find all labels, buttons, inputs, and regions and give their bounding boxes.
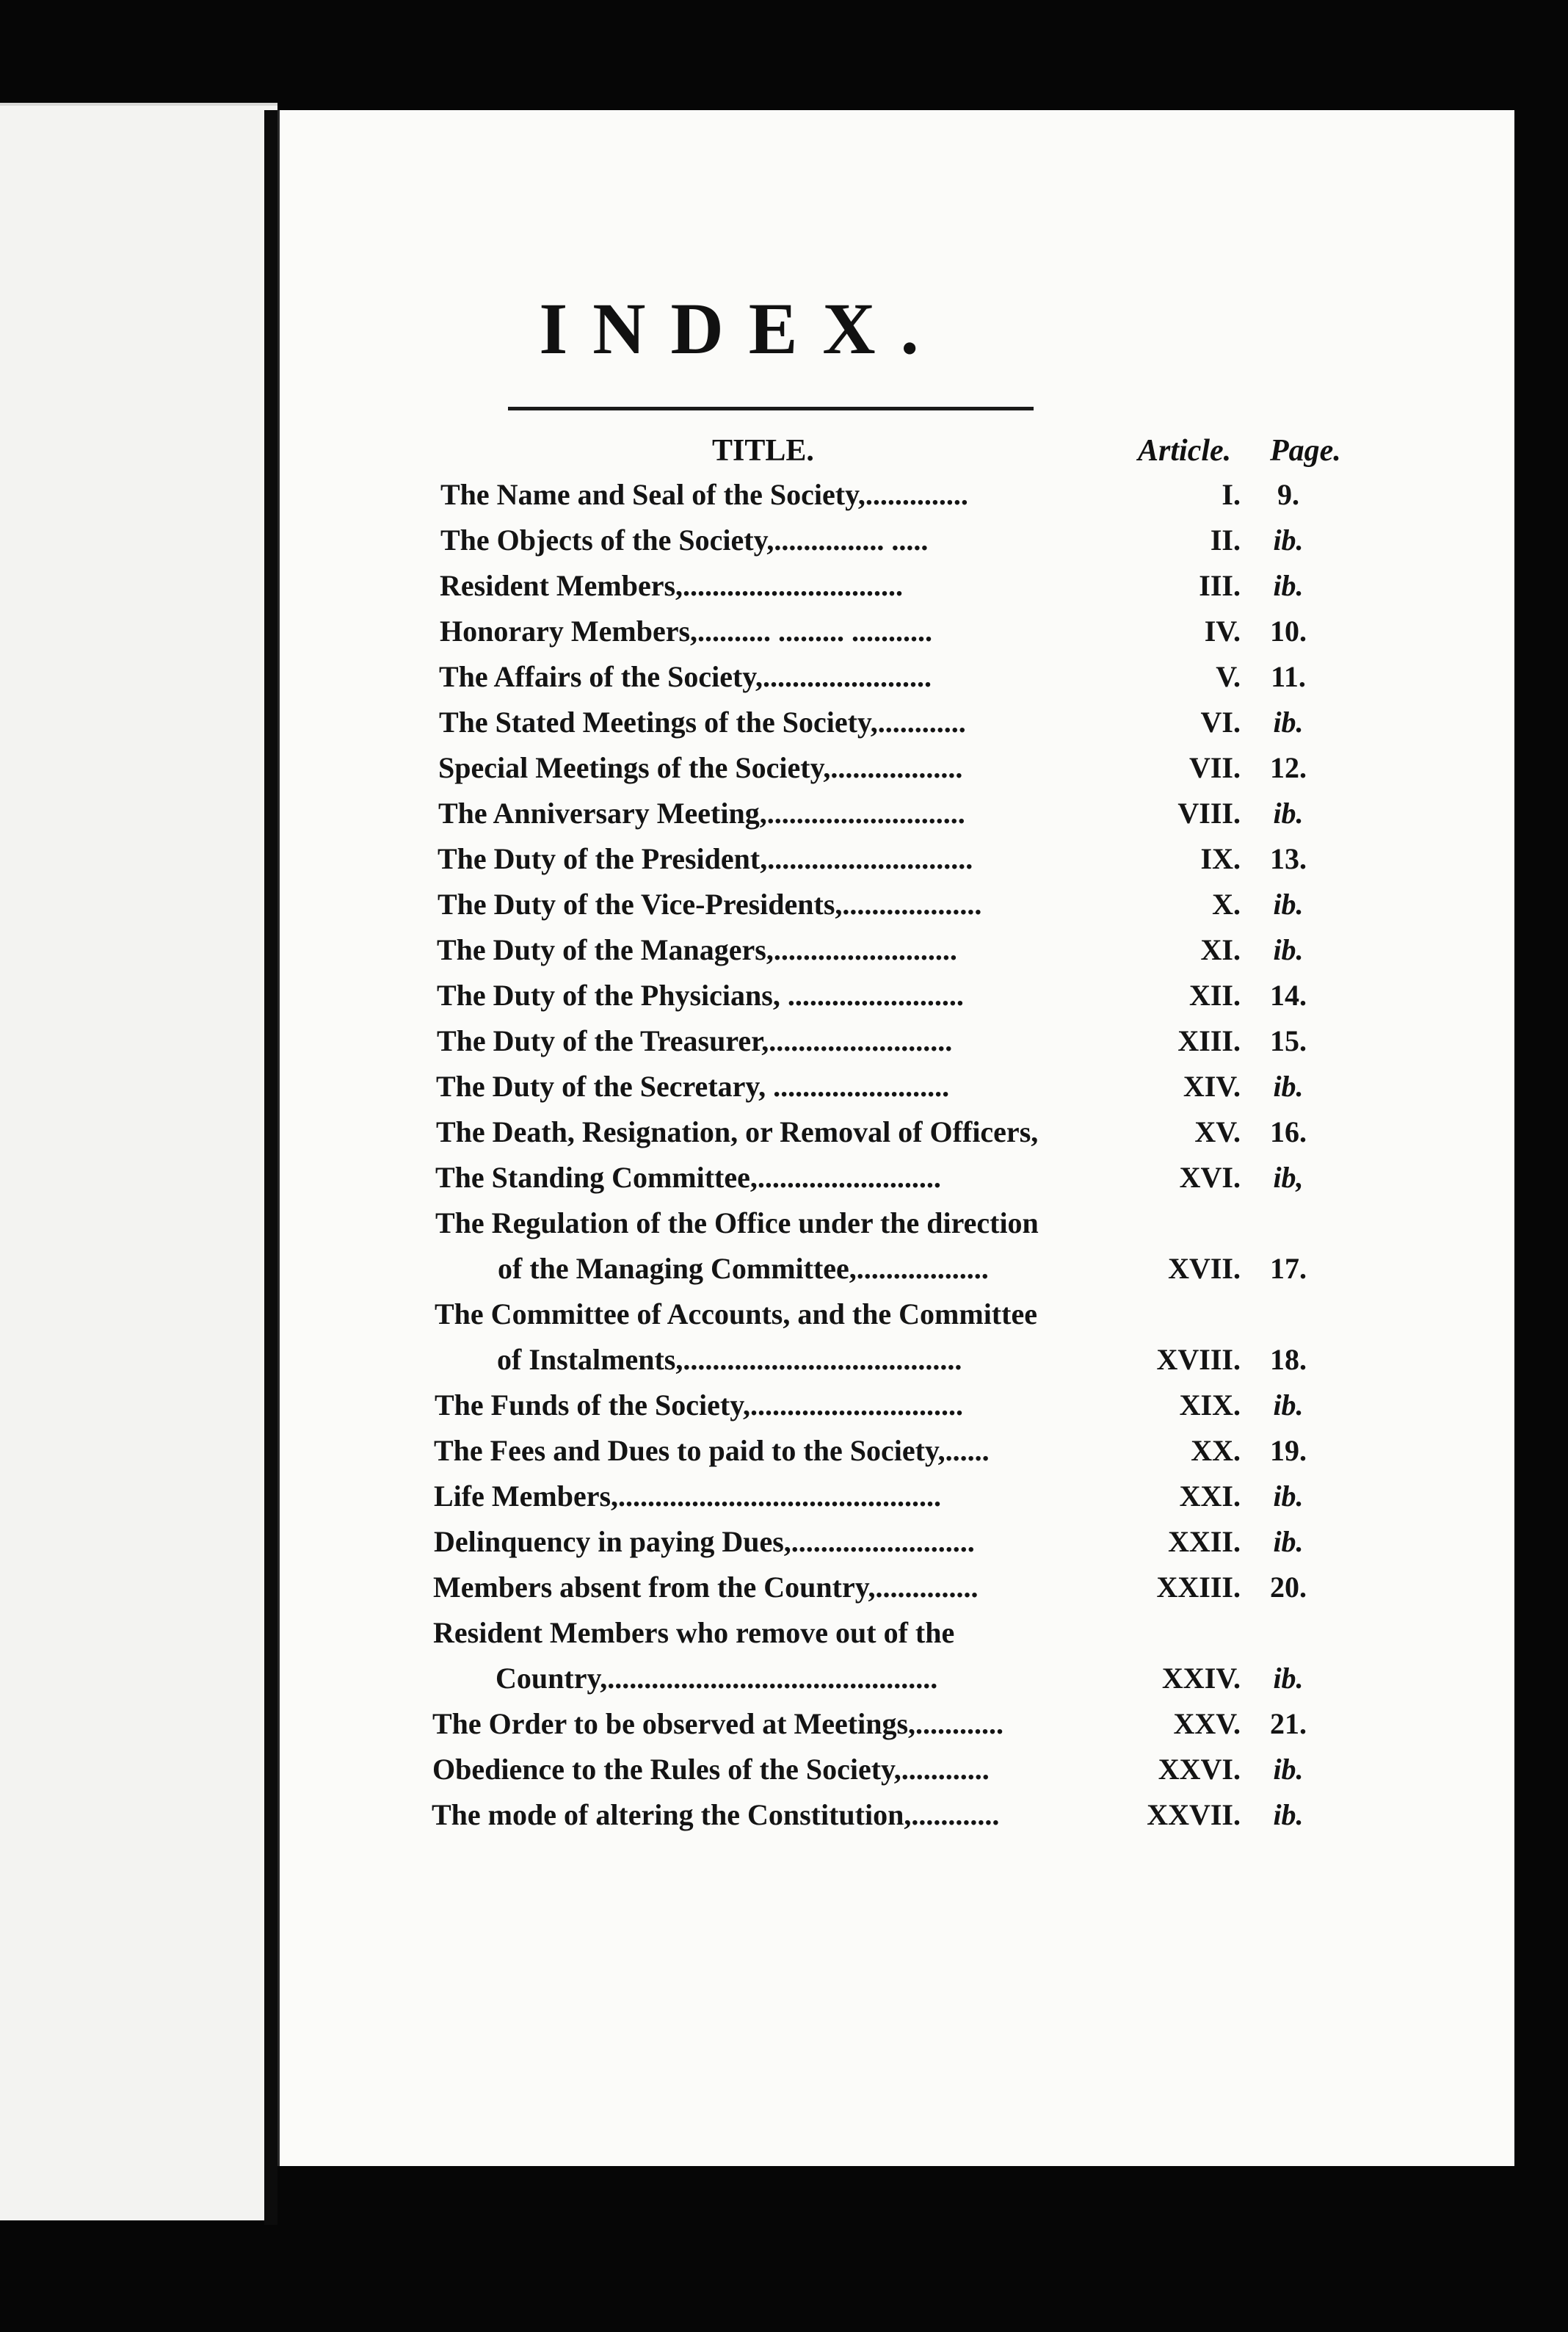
- index-row: [0, 933, 1568, 978]
- index-row: [0, 523, 1568, 568]
- entry-article: XV.: [1194, 1115, 1241, 1148]
- entry-title-continuation: of the Managing Committee,..................: [498, 1252, 989, 1285]
- entry-title: [437, 1024, 1085, 1058]
- entry-article: IV.: [1204, 615, 1241, 648]
- entry-title: [434, 1433, 1085, 1468]
- entry-title-text: Resident Members who remove out of the: [433, 1616, 955, 1649]
- entry-article: VII.: [1188, 751, 1241, 784]
- entry-title-text: Life Members,............................................: [434, 1480, 942, 1513]
- entry-article: XVIII.: [1156, 1343, 1241, 1376]
- entry-title-text: Delinquency in paying Dues,.........................: [434, 1525, 975, 1558]
- entry-article: V.: [1216, 660, 1241, 693]
- entry-page: 12.: [1270, 751, 1307, 784]
- entry-title: [439, 659, 1085, 694]
- entry-title-text: The Funds of the Society,.............................: [435, 1388, 964, 1422]
- entry-article: XVII.: [1168, 1252, 1241, 1285]
- entry-title: [432, 1797, 1085, 1832]
- entry-page: ib.: [1273, 797, 1304, 830]
- index-row: [0, 1752, 1568, 1797]
- index-row: [0, 1160, 1568, 1206]
- entry-title-text: Obedience to the Rules of the Society,............: [432, 1753, 990, 1786]
- entry-page: 20.: [1270, 1571, 1307, 1604]
- entry-title: [433, 1570, 1085, 1604]
- entry-article: XIX.: [1179, 1388, 1241, 1422]
- entry-title: [438, 887, 1085, 921]
- entry-page: ib.: [1273, 933, 1304, 966]
- entry-article: XIII.: [1177, 1024, 1241, 1057]
- entry-page: 10.: [1270, 615, 1307, 648]
- entry-page: ib.: [1273, 1525, 1304, 1558]
- entry-page: 14.: [1270, 979, 1307, 1012]
- entry-article: X.: [1212, 888, 1241, 921]
- index-row: [0, 978, 1568, 1024]
- entry-title-text: The Fees and Dues to paid to the Society,......: [434, 1434, 990, 1467]
- index-row: [0, 1797, 1568, 1843]
- entry-article: I.: [1222, 478, 1241, 511]
- entry-page: 16.: [1270, 1115, 1307, 1148]
- entry-title: [440, 477, 1085, 512]
- entry-page: ib,: [1273, 1161, 1304, 1194]
- entry-title: [439, 705, 1085, 739]
- index-row: [0, 1479, 1568, 1524]
- entry-title-text: The Name and Seal of the Society,..............: [440, 478, 968, 511]
- index-row: [0, 1524, 1568, 1570]
- entry-title: [432, 1752, 1085, 1786]
- entry-article: XIV.: [1183, 1070, 1241, 1103]
- index-entries: [0, 477, 1568, 1843]
- column-header-page: Page.: [1270, 434, 1341, 468]
- entry-page: 17.: [1270, 1252, 1307, 1285]
- entry-article: II.: [1210, 524, 1241, 557]
- entry-title: [435, 1388, 1085, 1422]
- column-header-title: TITLE.: [712, 434, 814, 468]
- entry-article: VIII.: [1177, 797, 1241, 830]
- index-row: [0, 568, 1568, 614]
- index-row: [0, 750, 1568, 796]
- entry-title: [436, 1069, 1085, 1104]
- entry-article: VI.: [1200, 706, 1241, 739]
- entry-article: XXV.: [1173, 1707, 1241, 1740]
- entry-page: ib.: [1273, 888, 1304, 921]
- page-title: INDEX.: [539, 288, 944, 369]
- entry-article: XXIV.: [1161, 1662, 1241, 1695]
- entry-title-text: The Duty of the President,............................: [438, 842, 973, 875]
- index-row: [0, 1024, 1568, 1069]
- entry-page: 15.: [1270, 1024, 1307, 1057]
- entry-title-text: The Stated Meetings of the Society,............: [439, 706, 966, 739]
- entry-title-continuation: Country,.............................................: [496, 1662, 938, 1695]
- entry-title: [440, 568, 1085, 603]
- index-row: [0, 1570, 1568, 1615]
- entry-article: XI.: [1200, 933, 1241, 966]
- entry-title-text: The Affairs of the Society,.......................: [439, 660, 932, 693]
- entry-page: ib.: [1273, 1798, 1304, 1831]
- index-row: [0, 477, 1568, 523]
- entry-title: [435, 1206, 1085, 1285]
- entry-page: 11.: [1271, 660, 1306, 693]
- entry-title: [438, 796, 1085, 830]
- entry-page: 13.: [1270, 842, 1307, 875]
- entry-title-text: Resident Members,..............................: [440, 569, 904, 602]
- entry-title-text: The Duty of the Managers,.........................: [437, 933, 957, 966]
- entry-title: [434, 1524, 1085, 1559]
- entry-article: XVI.: [1179, 1161, 1241, 1194]
- entry-title-text: Special Meetings of the Society,..................: [438, 751, 963, 784]
- entry-article: XXII.: [1168, 1525, 1241, 1558]
- entry-title-text: The Committee of Accounts, and the Committee: [435, 1297, 1037, 1330]
- entry-page: ib.: [1273, 1662, 1304, 1695]
- index-row: [0, 659, 1568, 705]
- entry-article: XXI.: [1179, 1480, 1241, 1513]
- entry-page: 9.: [1277, 478, 1299, 511]
- entry-page: 21.: [1270, 1707, 1307, 1740]
- entry-title-text: Members absent from the Country,..............: [433, 1571, 979, 1604]
- entry-title: [435, 1297, 1085, 1376]
- index-row: [0, 1706, 1568, 1752]
- entry-article: IX.: [1200, 842, 1241, 875]
- entry-title-continuation: of Instalments,......................................: [497, 1343, 962, 1376]
- entry-title-text: The Anniversary Meeting,...........................: [438, 797, 965, 830]
- entry-page: 18.: [1270, 1343, 1307, 1376]
- entry-article: XXIII.: [1156, 1571, 1241, 1604]
- entry-page: ib.: [1273, 1070, 1304, 1103]
- entry-title: [432, 1706, 1085, 1741]
- entry-title-text: The Standing Committee,.........................: [435, 1161, 941, 1194]
- entry-title-text: The Duty of the Secretary, ........................: [436, 1070, 950, 1103]
- entry-title: [438, 750, 1085, 785]
- entry-title-text: The Objects of the Society,............... .....: [440, 524, 929, 557]
- index-row: [0, 887, 1568, 933]
- entry-title: [440, 523, 1085, 557]
- entry-title: [440, 614, 1085, 648]
- entry-page: ib.: [1273, 569, 1304, 602]
- entry-title-text: The Order to be observed at Meetings,............: [432, 1707, 1004, 1740]
- entry-title: [434, 1479, 1085, 1513]
- entry-page: 19.: [1270, 1434, 1307, 1467]
- index-row: [0, 705, 1568, 750]
- entry-title: [438, 841, 1085, 876]
- entry-page: ib.: [1273, 1753, 1304, 1786]
- index-row: [0, 1297, 1568, 1388]
- index-row: [0, 1388, 1568, 1433]
- entry-article: XXVI.: [1158, 1753, 1241, 1786]
- entry-title-text: The Regulation of the Office under the direction: [435, 1206, 1039, 1239]
- index-row: [0, 1069, 1568, 1115]
- index-row: [0, 796, 1568, 841]
- entry-title-text: The Duty of the Vice-Presidents,...................: [438, 888, 982, 921]
- entry-title: [433, 1615, 1085, 1695]
- entry-title-text: The Duty of the Treasurer,.........................: [437, 1024, 953, 1057]
- column-header-article: Article.: [1138, 434, 1232, 468]
- entry-title-text: Honorary Members,.......... ......... ...........: [440, 615, 933, 648]
- entry-title-text: The Duty of the Physicians, ........................: [437, 979, 964, 1012]
- entry-article: XXVII.: [1147, 1798, 1241, 1831]
- entry-article: XX.: [1191, 1434, 1241, 1467]
- entry-page: ib.: [1273, 706, 1304, 739]
- entry-title: [436, 1115, 1085, 1149]
- entry-title: [437, 978, 1085, 1013]
- entry-title-text: The Death, Resignation, or Removal of Officers,: [436, 1115, 1039, 1148]
- entry-page: ib.: [1273, 1388, 1304, 1422]
- index-row: [0, 841, 1568, 887]
- index-row: [0, 1433, 1568, 1479]
- entry-page: ib.: [1273, 524, 1304, 557]
- index-row: [0, 1615, 1568, 1706]
- entry-title: [437, 933, 1085, 967]
- index-row: [0, 614, 1568, 659]
- title-rule: [508, 407, 1034, 410]
- entry-page: ib.: [1273, 1480, 1304, 1513]
- entry-title: [435, 1160, 1085, 1195]
- entry-article: XII.: [1188, 979, 1241, 1012]
- entry-article: III.: [1199, 569, 1241, 602]
- index-row: [0, 1115, 1568, 1160]
- entry-title-text: The mode of altering the Constitution,............: [432, 1798, 1000, 1831]
- index-row: [0, 1206, 1568, 1297]
